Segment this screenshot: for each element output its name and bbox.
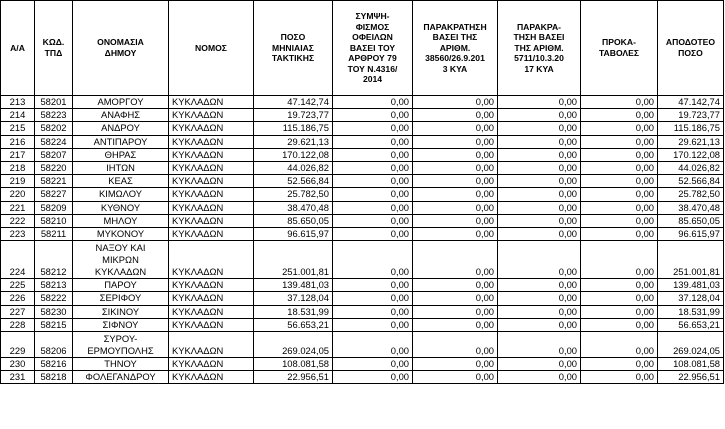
cell-payable: 22.956,51 (658, 371, 724, 384)
cell-withhold-1: 0,00 (413, 201, 498, 214)
cell-offset: 0,00 (333, 279, 413, 292)
cell-code: 58227 (35, 188, 73, 201)
cell-withhold-1: 0,00 (413, 318, 498, 331)
cell-code: 58209 (35, 201, 73, 214)
cell-withhold-1: 0,00 (413, 292, 498, 305)
table-row (1, 148, 724, 161)
cell-municipality: ΜΥΚΟΝΟΥ (73, 228, 169, 241)
header-prefecture: ΝΟΜΟΣ (169, 1, 254, 96)
cell-municipality: ΚΥΘΝΟΥ (73, 201, 169, 214)
cell-payable: 19.723,77 (658, 109, 724, 122)
cell-withhold-2: 0,00 (498, 214, 581, 227)
cell-municipality: ΑΝΤΙΠΑΡΟΥ (73, 135, 169, 148)
cell-monthly-amount: 19.723,77 (254, 109, 333, 122)
cell-withhold-1: 0,00 (413, 109, 498, 122)
cell-aa: 226 (1, 292, 35, 305)
cell-payable: 56.653,21 (658, 318, 724, 331)
cell-prefecture: ΚΥΚΛΑΔΩΝ (169, 228, 254, 241)
cell-payable: 96.615,97 (658, 228, 724, 241)
cell-prefecture: ΚΥΚΛΑΔΩΝ (169, 371, 254, 384)
cell-offset: 0,00 (333, 241, 413, 279)
cell-withhold-1: 0,00 (413, 175, 498, 188)
cell-withhold-1: 0,00 (413, 279, 498, 292)
cell-payable: 85.650,05 (658, 214, 724, 227)
cell-aa: 218 (1, 162, 35, 175)
cell-aa: 230 (1, 358, 35, 371)
cell-monthly-amount: 37.128,04 (254, 292, 333, 305)
table-row (1, 109, 724, 122)
cell-payable: 25.782,50 (658, 188, 724, 201)
header-advances: ΠΡΟΚΑ- ΤΑΒΟΛΕΣ (581, 1, 658, 96)
cell-payable: 52.566,84 (658, 175, 724, 188)
cell-code: 58222 (35, 292, 73, 305)
cell-advances: 0,00 (581, 214, 658, 227)
cell-prefecture: ΚΥΚΛΑΔΩΝ (169, 96, 254, 109)
cell-offset: 0,00 (333, 135, 413, 148)
cell-advances: 0,00 (581, 175, 658, 188)
cell-code: 58211 (35, 228, 73, 241)
table-row (1, 332, 724, 358)
cell-advances: 0,00 (581, 228, 658, 241)
cell-advances: 0,00 (581, 201, 658, 214)
cell-monthly-amount: 269.024,05 (254, 332, 333, 358)
cell-offset: 0,00 (333, 332, 413, 358)
cell-offset: 0,00 (333, 371, 413, 384)
cell-prefecture: ΚΥΚΛΑΔΩΝ (169, 175, 254, 188)
cell-aa: 213 (1, 96, 35, 109)
table-row (1, 228, 724, 241)
cell-offset: 0,00 (333, 201, 413, 214)
cell-payable: 44.026,82 (658, 162, 724, 175)
cell-municipality: ΣΥΡΟΥ- ΕΡΜΟΥΠΟΛΗΣ (73, 332, 169, 358)
cell-offset: 0,00 (333, 292, 413, 305)
cell-code: 58218 (35, 371, 73, 384)
cell-prefecture: ΚΥΚΛΑΔΩΝ (169, 305, 254, 318)
cell-code: 58212 (35, 241, 73, 279)
cell-withhold-2: 0,00 (498, 371, 581, 384)
cell-municipality: ΣΙΦΝΟΥ (73, 318, 169, 331)
cell-monthly-amount: 29.621,13 (254, 135, 333, 148)
table-row (1, 201, 724, 214)
cell-advances: 0,00 (581, 332, 658, 358)
table-row (1, 358, 724, 371)
cell-offset: 0,00 (333, 122, 413, 135)
cell-municipality: ΝΑΞΟΥ ΚΑΙ ΜΙΚΡΩΝ ΚΥΚΛΑΔΩΝ (73, 241, 169, 279)
cell-aa: 227 (1, 305, 35, 318)
cell-municipality: ΣΙΚΙΝΟΥ (73, 305, 169, 318)
cell-aa: 214 (1, 109, 35, 122)
cell-monthly-amount: 44.026,82 (254, 162, 333, 175)
cell-payable: 37.128,04 (658, 292, 724, 305)
cell-offset: 0,00 (333, 162, 413, 175)
cell-monthly-amount: 251.001,81 (254, 241, 333, 279)
header-offset: ΣΥΜΨΗ- ΦΙΣΜΟΣ ΟΦΕΙΛΩΝ ΒΑΣΕΙ ΤΟΥ ΑΡΘΡΟΥ 79 ΤΟΥ Ν.4316/ 2014 (333, 1, 413, 96)
cell-offset: 0,00 (333, 188, 413, 201)
cell-withhold-2: 0,00 (498, 175, 581, 188)
cell-monthly-amount: 139.481,03 (254, 279, 333, 292)
cell-withhold-1: 0,00 (413, 241, 498, 279)
table-row (1, 96, 724, 109)
cell-prefecture: ΚΥΚΛΑΔΩΝ (169, 122, 254, 135)
cell-code: 58202 (35, 122, 73, 135)
cell-withhold-2: 0,00 (498, 358, 581, 371)
cell-withhold-2: 0,00 (498, 228, 581, 241)
cell-advances: 0,00 (581, 279, 658, 292)
cell-aa: 221 (1, 201, 35, 214)
cell-advances: 0,00 (581, 162, 658, 175)
cell-aa: 229 (1, 332, 35, 358)
cell-monthly-amount: 52.566,84 (254, 175, 333, 188)
cell-code: 58215 (35, 318, 73, 331)
cell-withhold-2: 0,00 (498, 96, 581, 109)
table-body (1, 96, 724, 384)
cell-municipality: ΜΗΛΟΥ (73, 214, 169, 227)
cell-advances: 0,00 (581, 148, 658, 161)
cell-code: 58224 (35, 135, 73, 148)
table-header-row (1, 1, 724, 96)
cell-code: 58221 (35, 175, 73, 188)
cell-withhold-2: 0,00 (498, 292, 581, 305)
cell-withhold-2: 0,00 (498, 148, 581, 161)
cell-monthly-amount: 85.650,05 (254, 214, 333, 227)
cell-municipality: ΑΝΔΡΟΥ (73, 122, 169, 135)
cell-aa: 224 (1, 241, 35, 279)
cell-payable: 47.142,74 (658, 96, 724, 109)
cell-offset: 0,00 (333, 318, 413, 331)
cell-payable: 115.186,75 (658, 122, 724, 135)
cell-payable: 108.081,58 (658, 358, 724, 371)
cell-offset: 0,00 (333, 305, 413, 318)
header-aa: Α/Α (1, 1, 35, 96)
cell-code: 58230 (35, 305, 73, 318)
cell-withhold-1: 0,00 (413, 188, 498, 201)
cell-prefecture: ΚΥΚΛΑΔΩΝ (169, 148, 254, 161)
cell-prefecture: ΚΥΚΛΑΔΩΝ (169, 292, 254, 305)
cell-withhold-1: 0,00 (413, 305, 498, 318)
cell-withhold-2: 0,00 (498, 318, 581, 331)
cell-aa: 223 (1, 228, 35, 241)
table-row (1, 214, 724, 227)
cell-code: 58210 (35, 214, 73, 227)
cell-advances: 0,00 (581, 292, 658, 305)
cell-advances: 0,00 (581, 358, 658, 371)
cell-aa: 228 (1, 318, 35, 331)
cell-aa: 220 (1, 188, 35, 201)
cell-monthly-amount: 22.956,51 (254, 371, 333, 384)
cell-withhold-2: 0,00 (498, 135, 581, 148)
cell-prefecture: ΚΥΚΛΑΔΩΝ (169, 109, 254, 122)
cell-advances: 0,00 (581, 109, 658, 122)
cell-withhold-1: 0,00 (413, 358, 498, 371)
cell-prefecture: ΚΥΚΛΑΔΩΝ (169, 318, 254, 331)
cell-aa: 225 (1, 279, 35, 292)
cell-offset: 0,00 (333, 96, 413, 109)
cell-monthly-amount: 18.531,99 (254, 305, 333, 318)
cell-payable: 18.531,99 (658, 305, 724, 318)
cell-advances: 0,00 (581, 241, 658, 279)
cell-withhold-1: 0,00 (413, 135, 498, 148)
cell-municipality: ΚΕΑΣ (73, 175, 169, 188)
cell-municipality: ΤΗΝΟΥ (73, 358, 169, 371)
cell-aa: 231 (1, 371, 35, 384)
cell-advances: 0,00 (581, 188, 658, 201)
table-row (1, 371, 724, 384)
cell-municipality: ΘΗΡΑΣ (73, 148, 169, 161)
cell-prefecture: ΚΥΚΛΑΔΩΝ (169, 201, 254, 214)
cell-withhold-1: 0,00 (413, 122, 498, 135)
cell-withhold-2: 0,00 (498, 241, 581, 279)
table-row (1, 279, 724, 292)
cell-advances: 0,00 (581, 96, 658, 109)
cell-advances: 0,00 (581, 135, 658, 148)
cell-payable: 139.481,03 (658, 279, 724, 292)
cell-advances: 0,00 (581, 122, 658, 135)
header-monthly: ΠΟΣΟ ΜΗΝΙΑΙΑΣ ΤΑΚΤΙΚΗΣ (254, 1, 333, 96)
cell-withhold-2: 0,00 (498, 122, 581, 135)
cell-prefecture: ΚΥΚΛΑΔΩΝ (169, 279, 254, 292)
header-code: ΚΩΔ. ΤΠΔ (35, 1, 73, 96)
cell-withhold-1: 0,00 (413, 162, 498, 175)
cell-aa: 216 (1, 135, 35, 148)
cell-prefecture: ΚΥΚΛΑΔΩΝ (169, 214, 254, 227)
cell-advances: 0,00 (581, 318, 658, 331)
cell-prefecture: ΚΥΚΛΑΔΩΝ (169, 162, 254, 175)
cell-prefecture: ΚΥΚΛΑΔΩΝ (169, 241, 254, 279)
cell-prefecture: ΚΥΚΛΑΔΩΝ (169, 135, 254, 148)
header-payable: ΑΠΟΔΟΤΕΟ ΠΟΣΟ (658, 1, 724, 96)
cell-payable: 38.470,48 (658, 201, 724, 214)
table-row (1, 241, 724, 279)
cell-withhold-2: 0,00 (498, 279, 581, 292)
cell-withhold-2: 0,00 (498, 188, 581, 201)
cell-withhold-2: 0,00 (498, 305, 581, 318)
cell-withhold-1: 0,00 (413, 96, 498, 109)
cell-aa: 219 (1, 175, 35, 188)
cell-advances: 0,00 (581, 371, 658, 384)
cell-municipality: ΑΜΟΡΓΟΥ (73, 96, 169, 109)
cell-withhold-2: 0,00 (498, 332, 581, 358)
table-row (1, 175, 724, 188)
table-row (1, 122, 724, 135)
cell-code: 58220 (35, 162, 73, 175)
cell-offset: 0,00 (333, 175, 413, 188)
cell-payable: 29.621,13 (658, 135, 724, 148)
cell-prefecture: ΚΥΚΛΑΔΩΝ (169, 188, 254, 201)
table-row (1, 162, 724, 175)
cell-monthly-amount: 56.653,21 (254, 318, 333, 331)
table-row (1, 318, 724, 331)
cell-payable: 269.024,05 (658, 332, 724, 358)
cell-code: 58223 (35, 109, 73, 122)
cell-offset: 0,00 (333, 228, 413, 241)
cell-municipality: ΠΑΡΟΥ (73, 279, 169, 292)
cell-code: 58206 (35, 332, 73, 358)
cell-payable: 251.001,81 (658, 241, 724, 279)
cell-municipality: ΚΙΜΩΛΟΥ (73, 188, 169, 201)
cell-withhold-1: 0,00 (413, 148, 498, 161)
cell-monthly-amount: 170.122,08 (254, 148, 333, 161)
cell-withhold-1: 0,00 (413, 214, 498, 227)
cell-withhold-2: 0,00 (498, 109, 581, 122)
cell-payable: 170.122,08 (658, 148, 724, 161)
cell-offset: 0,00 (333, 214, 413, 227)
cell-municipality: ΑΝΑΦΗΣ (73, 109, 169, 122)
cell-offset: 0,00 (333, 148, 413, 161)
table-row (1, 188, 724, 201)
table-row (1, 135, 724, 148)
cell-prefecture: ΚΥΚΛΑΔΩΝ (169, 332, 254, 358)
header-withhold-2: ΠΑΡΑΚΡΑ- ΤΗΣΗ ΒΑΣΕΙ ΤΗΣ ΑΡΙΘΜ. 5711/10.3.20 17 ΚΥΑ (498, 1, 581, 96)
cell-aa: 215 (1, 122, 35, 135)
cell-aa: 217 (1, 148, 35, 161)
cell-withhold-1: 0,00 (413, 332, 498, 358)
header-withhold-1: ΠΑΡΑΚΡΑΤΗΣΗ ΒΑΣΕΙ ΤΗΣ ΑΡΙΘΜ. 38560/26.9.201 3 ΚΥΑ (413, 1, 498, 96)
cell-offset: 0,00 (333, 109, 413, 122)
cell-withhold-1: 0,00 (413, 228, 498, 241)
cell-offset: 0,00 (333, 358, 413, 371)
cell-municipality: ΙΗΤΩΝ (73, 162, 169, 175)
cell-prefecture: ΚΥΚΛΑΔΩΝ (169, 358, 254, 371)
header-name: ΟΝΟΜΑΣΙΑ ΔΗΜΟΥ (73, 1, 169, 96)
cell-monthly-amount: 47.142,74 (254, 96, 333, 109)
cell-code: 58207 (35, 148, 73, 161)
cell-code: 58201 (35, 96, 73, 109)
cell-monthly-amount: 38.470,48 (254, 201, 333, 214)
cell-monthly-amount: 108.081,58 (254, 358, 333, 371)
cell-code: 58213 (35, 279, 73, 292)
cell-aa: 222 (1, 214, 35, 227)
cell-monthly-amount: 96.615,97 (254, 228, 333, 241)
cell-advances: 0,00 (581, 305, 658, 318)
cell-withhold-1: 0,00 (413, 371, 498, 384)
cell-municipality: ΦΟΛΕΓΑΝΔΡΟΥ (73, 371, 169, 384)
cell-withhold-2: 0,00 (498, 201, 581, 214)
cell-monthly-amount: 115.186,75 (254, 122, 333, 135)
cell-code: 58216 (35, 358, 73, 371)
table-row (1, 292, 724, 305)
cell-municipality: ΣΕΡΙΦΟΥ (73, 292, 169, 305)
table-row (1, 305, 724, 318)
cell-withhold-2: 0,00 (498, 162, 581, 175)
cell-monthly-amount: 25.782,50 (254, 188, 333, 201)
